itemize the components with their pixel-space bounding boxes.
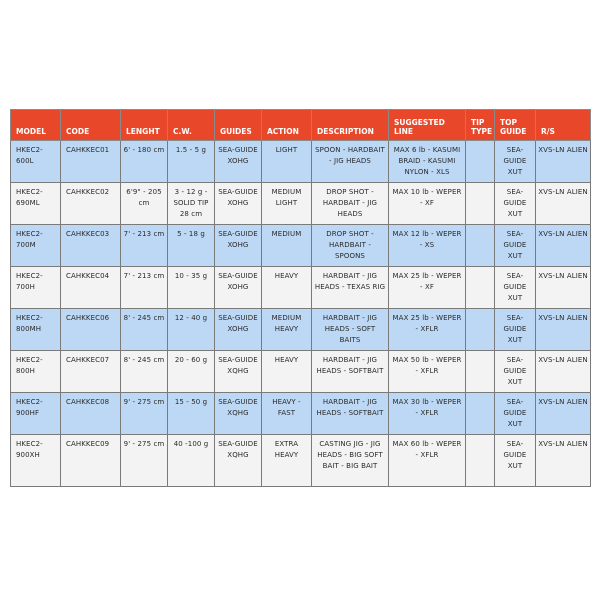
cell-top-guide: SEA-GUIDE XUT — [495, 435, 536, 487]
cell-cw: 1.5 - 5 g — [168, 141, 215, 183]
cell-rs: XVS-LN ALIEN — [536, 393, 591, 435]
table-row — [11, 351, 591, 393]
table-row — [11, 393, 591, 435]
col-header-description: DESCRIPTION — [312, 110, 389, 141]
table-row — [11, 267, 591, 309]
cell-suggested-line: MAX 60 lb - WEPER - XFLR — [389, 435, 466, 487]
cell-suggested-line: MAX 50 lb - WEPER - XFLR — [389, 351, 466, 393]
cell-tip-type — [466, 435, 495, 487]
cell-guides: SEA-GUIDE XQHG — [215, 393, 262, 435]
cell-description: HARDBAIT - JIG HEADS - SOFTBAIT — [312, 351, 389, 393]
cell-top-guide: SEA-GUIDE XUT — [495, 393, 536, 435]
cell-length: 7' - 213 cm — [121, 267, 168, 309]
cell-suggested-line: MAX 12 lb - WEPER - XS — [389, 225, 466, 267]
cell-guides: SEA-GUIDE XOHG — [215, 183, 262, 225]
cell-model: HKEC2-600L — [11, 141, 61, 183]
cell-top-guide: SEA-GUIDE XUT — [495, 225, 536, 267]
cell-suggested-line: MAX 30 lb - WEPER - XFLR — [389, 393, 466, 435]
cell-tip-type — [466, 141, 495, 183]
cell-code: CAHKKEC08 — [61, 393, 121, 435]
col-header-tip-type: TIP TYPE — [466, 110, 495, 141]
table-row — [11, 309, 591, 351]
cell-tip-type — [466, 225, 495, 267]
cell-rs: XVS-LN ALIEN — [536, 351, 591, 393]
cell-guides: SEA-GUIDE XOHG — [215, 267, 262, 309]
cell-length: 8' - 245 cm — [121, 309, 168, 351]
cell-model: HKEC2-690ML — [11, 183, 61, 225]
cell-tip-type — [466, 309, 495, 351]
cell-cw: 12 - 40 g — [168, 309, 215, 351]
rod-spec-table — [10, 109, 591, 487]
cell-guides: SEA-GUIDE XQHG — [215, 435, 262, 487]
cell-model: HKEC2-700M — [11, 225, 61, 267]
cell-model: HKEC2-800H — [11, 351, 61, 393]
cell-description: CASTING JIG - JIG HEADS - BIG SOFT BAIT - BIG BAIT — [312, 435, 389, 487]
cell-model: HKEC2-900XH — [11, 435, 61, 487]
cell-length: 9' - 275 cm — [121, 435, 168, 487]
cell-rs: XVS-LN ALIEN — [536, 183, 591, 225]
header-row — [11, 110, 591, 141]
cell-guides: SEA-GUIDE XOHG — [215, 309, 262, 351]
cell-action: HEAVY - FAST — [262, 393, 312, 435]
cell-cw: 10 - 35 g — [168, 267, 215, 309]
cell-length: 6' - 180 cm — [121, 141, 168, 183]
cell-guides: SEA-GUIDE XQHG — [215, 351, 262, 393]
col-header-cw: C.W. — [168, 110, 215, 141]
cell-cw: 20 - 60 g — [168, 351, 215, 393]
cell-cw: 5 - 18 g — [168, 225, 215, 267]
cell-length: 8' - 245 cm — [121, 351, 168, 393]
table-row — [11, 435, 591, 487]
cell-tip-type — [466, 351, 495, 393]
cell-top-guide: SEA-GUIDE XUT — [495, 351, 536, 393]
cell-model: HKEC2-900HF — [11, 393, 61, 435]
cell-rs: XVS-LN ALIEN — [536, 141, 591, 183]
cell-tip-type — [466, 267, 495, 309]
cell-action: MEDIUM LIGHT — [262, 183, 312, 225]
rod-spec-table-container — [10, 109, 590, 487]
cell-action: MEDIUM — [262, 225, 312, 267]
cell-action: LIGHT — [262, 141, 312, 183]
cell-cw: 40 -100 g — [168, 435, 215, 487]
cell-description: HARDBAIT - JIG HEADS - TEXAS RIG — [312, 267, 389, 309]
cell-description: HARDBAIT - JIG HEADS - SOFTBAIT — [312, 393, 389, 435]
table-row — [11, 141, 591, 183]
cell-description: HARDBAIT - JIG HEADS - SOFT BAITS — [312, 309, 389, 351]
col-header-length: LENGHT — [121, 110, 168, 141]
cell-code: CAHKKEC02 — [61, 183, 121, 225]
col-header-rs: R/S — [536, 110, 591, 141]
cell-top-guide: SEA-GUIDE XUT — [495, 183, 536, 225]
cell-code: CAHKKEC07 — [61, 351, 121, 393]
cell-action: EXTRA HEAVY — [262, 435, 312, 487]
col-header-action: ACTION — [262, 110, 312, 141]
cell-model: HKEC2-800MH — [11, 309, 61, 351]
cell-length: 9' - 275 cm — [121, 393, 168, 435]
cell-top-guide: SEA-GUIDE XUT — [495, 267, 536, 309]
cell-cw: 3 - 12 g - SOLID TIP 28 cm — [168, 183, 215, 225]
cell-tip-type — [466, 393, 495, 435]
cell-description: DROP SHOT - HARDBAIT - SPOONS — [312, 225, 389, 267]
table-row — [11, 225, 591, 267]
cell-rs: XVS-LN ALIEN — [536, 267, 591, 309]
cell-cw: 15 - 50 g — [168, 393, 215, 435]
cell-length: 6'9" - 205 cm — [121, 183, 168, 225]
col-header-suggested-line: SUGGESTED LINE — [389, 110, 466, 141]
col-header-model: MODEL — [11, 110, 61, 141]
cell-top-guide: SEA-GUIDE XUT — [495, 141, 536, 183]
cell-length: 7' - 213 cm — [121, 225, 168, 267]
cell-model: HKEC2-700H — [11, 267, 61, 309]
cell-tip-type — [466, 183, 495, 225]
cell-action: MEDIUM HEAVY — [262, 309, 312, 351]
cell-action: HEAVY — [262, 267, 312, 309]
col-header-guides: GUIDES — [215, 110, 262, 141]
cell-rs: XVS-LN ALIEN — [536, 225, 591, 267]
cell-top-guide: SEA-GUIDE XUT — [495, 309, 536, 351]
cell-code: CAHKKEC09 — [61, 435, 121, 487]
col-header-top-guide: TOP GUIDE — [495, 110, 536, 141]
cell-suggested-line: MAX 25 lb - WEPER - XFLR — [389, 309, 466, 351]
cell-code: CAHKKEC01 — [61, 141, 121, 183]
cell-suggested-line: MAX 6 lb - KASUMI BRAID - KASUMI NYLON - XLS — [389, 141, 466, 183]
cell-guides: SEA-GUIDE XOHG — [215, 141, 262, 183]
cell-code: CAHKKEC04 — [61, 267, 121, 309]
cell-description: DROP SHOT - HARDBAIT - JIG HEADS — [312, 183, 389, 225]
table-row — [11, 183, 591, 225]
cell-guides: SEA-GUIDE XOHG — [215, 225, 262, 267]
cell-code: CAHKKEC06 — [61, 309, 121, 351]
col-header-code: CODE — [61, 110, 121, 141]
cell-suggested-line: MAX 25 lb - WEPER - XF — [389, 267, 466, 309]
cell-action: HEAVY — [262, 351, 312, 393]
cell-rs: XVS-LN ALIEN — [536, 435, 591, 487]
cell-description: SPOON - HARDBAIT - JIG HEADS — [312, 141, 389, 183]
cell-suggested-line: MAX 10 lb - WEPER - XF — [389, 183, 466, 225]
cell-code: CAHKKEC03 — [61, 225, 121, 267]
cell-rs: XVS-LN ALIEN — [536, 309, 591, 351]
